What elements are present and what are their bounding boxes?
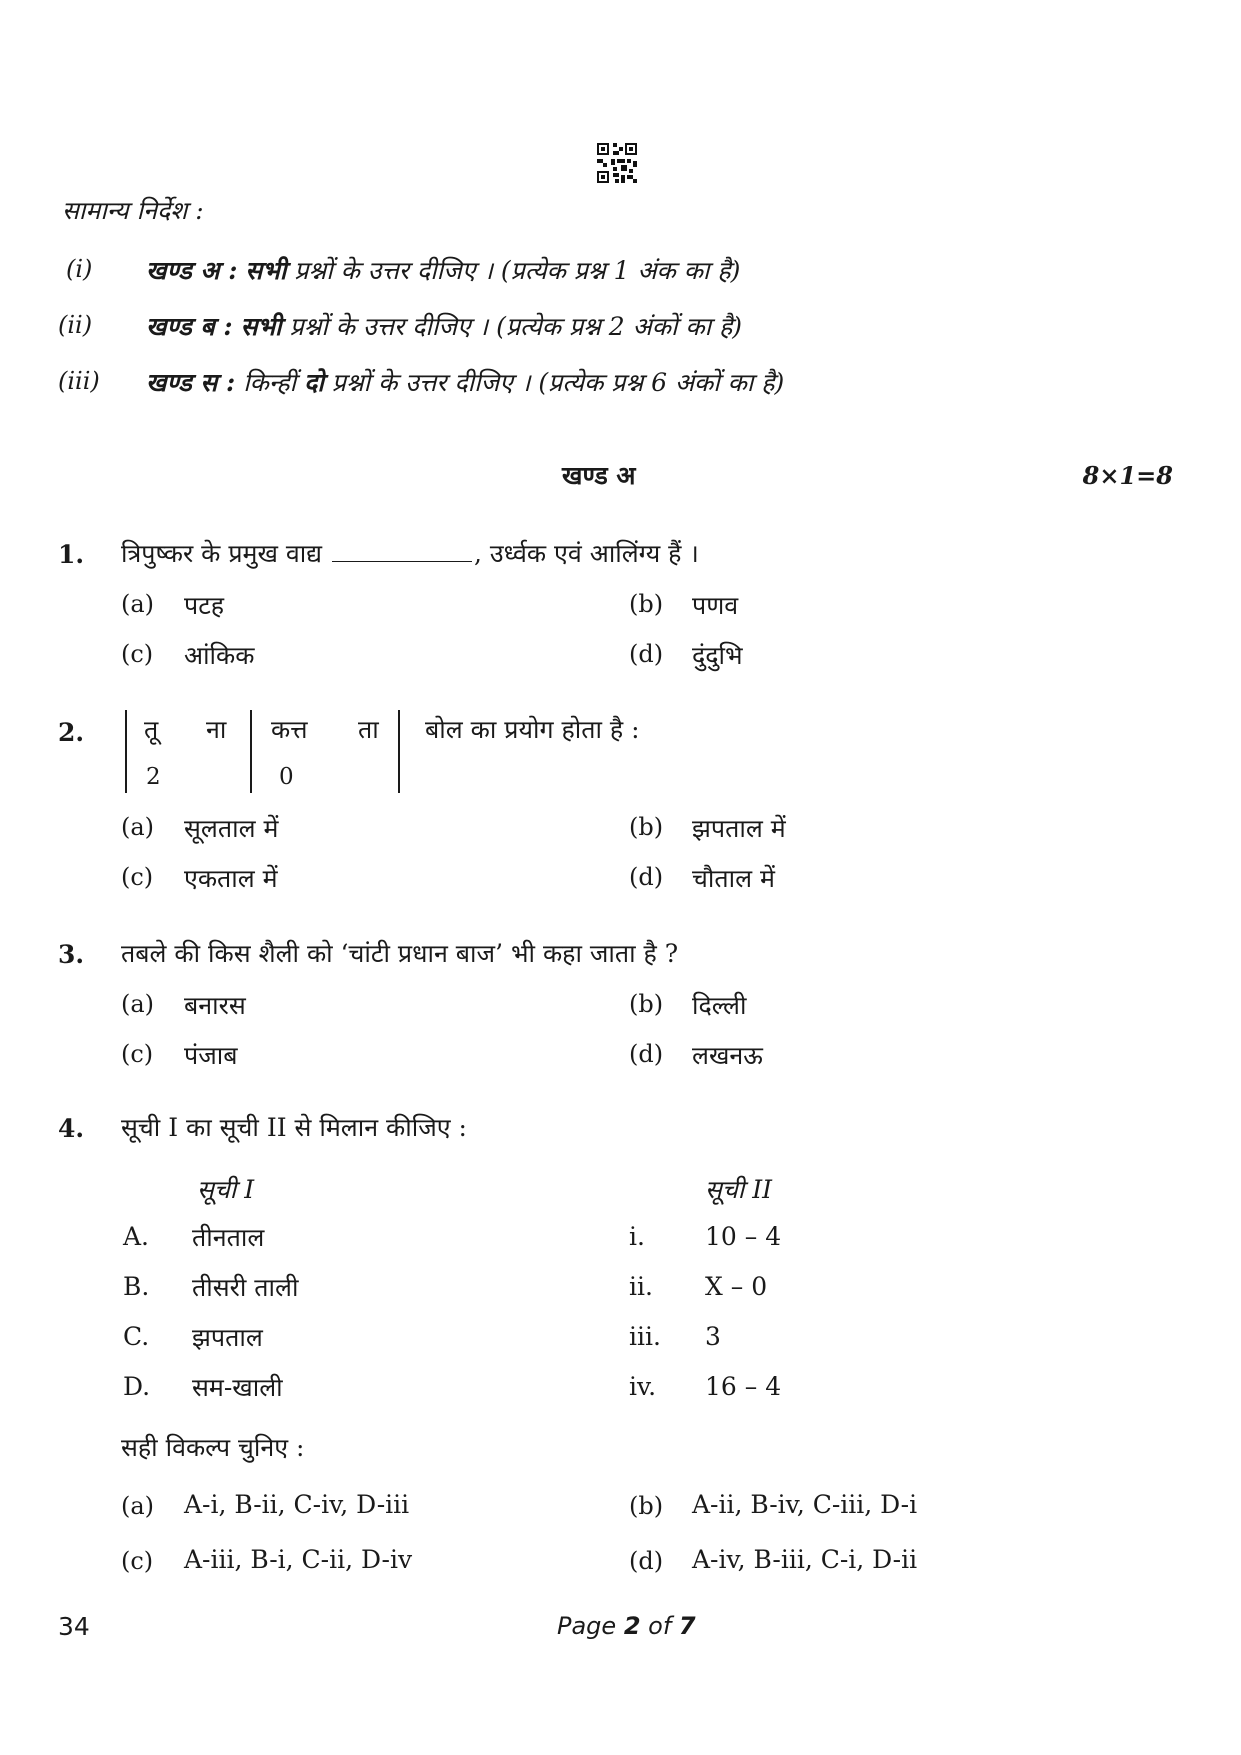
list-2-item: 16 – 4 xyxy=(705,1372,782,1401)
choose-instruction: सही विकल्प चुनिए : xyxy=(121,1433,305,1462)
tala-mark: 2 xyxy=(146,764,161,790)
option-text: आंकिक xyxy=(184,641,255,670)
option-letter: (b) xyxy=(629,990,664,1018)
list-2-title: सूची II xyxy=(705,1175,772,1204)
list-2-label: i. xyxy=(629,1222,645,1251)
question-text: बोल का प्रयोग होता है : xyxy=(425,715,640,744)
option-letter: (c) xyxy=(121,1040,154,1068)
question-number: 2. xyxy=(58,718,85,747)
option-text: दुंदुभि xyxy=(692,641,743,670)
option-text: झपताल में xyxy=(692,814,786,843)
qr-code-icon xyxy=(597,143,637,183)
list-1-label: D. xyxy=(123,1372,151,1401)
list-1-label: A. xyxy=(123,1222,150,1251)
option-letter: (c) xyxy=(121,863,154,891)
instruction-section-label: खण्ड अ : xyxy=(146,256,238,285)
list-1-item: झपताल xyxy=(192,1323,263,1352)
option-letter: (b) xyxy=(629,813,664,841)
option-letter: (b) xyxy=(629,1492,664,1520)
question-text-after: , उर्ध्वक एवं आलिंग्य हैं । xyxy=(473,539,699,568)
paper-code: 34 xyxy=(58,1612,90,1641)
option-text: पणव xyxy=(692,591,739,620)
question-number: 1. xyxy=(58,540,85,569)
instruction-emphasis: सभी xyxy=(245,256,287,285)
list-2-item: 3 xyxy=(705,1322,721,1351)
list-2-label: iv. xyxy=(629,1372,657,1401)
list-2-item: X – 0 xyxy=(705,1272,768,1301)
page-total: 7 xyxy=(678,1612,696,1640)
list-2-item: 10 – 4 xyxy=(705,1222,782,1251)
option-letter: (a) xyxy=(121,813,155,841)
option-text: दिल्ली xyxy=(692,991,747,1020)
instruction-emphasis: दो xyxy=(304,368,324,397)
option-text: A-iii, B-i, C-ii, D-iv xyxy=(184,1545,413,1574)
option-letter: (d) xyxy=(629,1547,664,1575)
instruction-number: (i) xyxy=(66,255,93,283)
instruction-section-label: खण्ड ब : xyxy=(146,312,233,341)
option-text: A-ii, B-iv, C-iii, D-i xyxy=(692,1490,918,1519)
option-text: A-i, B-ii, C-iv, D-iii xyxy=(184,1490,410,1519)
option-letter: (a) xyxy=(121,1492,155,1520)
question-text: तबले की किस शैली को ‘चांटी प्रधान बाज’ भी कहा जाता है ? xyxy=(121,939,679,968)
list-1-item: तीनताल xyxy=(192,1223,265,1252)
list-1-title: सूची I xyxy=(197,1175,255,1204)
instruction-pre: किन्हीं xyxy=(243,368,297,397)
instruction-text: प्रश्नों के उत्तर दीजिए । (प्रत्येक प्रश्न 6 अंकों का है) xyxy=(331,368,785,397)
bol-divider xyxy=(250,710,252,793)
option-letter: (d) xyxy=(629,863,664,891)
page-number xyxy=(557,1612,696,1640)
bol-divider xyxy=(398,710,400,793)
option-letter: (c) xyxy=(121,640,154,668)
instruction-text: प्रश्नों के उत्तर दीजिए । (प्रत्येक प्रश्न 2 अंकों का है) xyxy=(289,312,743,341)
instruction-emphasis: सभी xyxy=(240,312,282,341)
answer-blank xyxy=(332,539,472,562)
question-text: सूची I का सूची II से मिलान कीजिए : xyxy=(121,1113,467,1142)
option-text: A-iv, B-iii, C-i, D-ii xyxy=(692,1545,918,1574)
bol-syllable: ना xyxy=(206,715,227,744)
instruction-text: प्रश्नों के उत्तर दीजिए । (प्रत्येक प्रश्न 1 अंक का है) xyxy=(294,256,741,285)
instructions-heading: सामान्य निर्देश : xyxy=(62,196,204,225)
instruction-line xyxy=(146,365,784,399)
option-text: पंजाब xyxy=(184,1041,238,1070)
option-text: लखनऊ xyxy=(692,1041,763,1070)
list-1-item: सम-खाली xyxy=(192,1373,283,1402)
tala-mark: 0 xyxy=(279,764,294,790)
page-current: 2 xyxy=(623,1612,641,1640)
page-of: of xyxy=(640,1612,679,1640)
question-text-before: त्रिपुष्कर के प्रमुख वाद्य xyxy=(121,539,323,568)
list-1-label: B. xyxy=(123,1272,150,1301)
option-letter: (d) xyxy=(629,1040,664,1068)
bol-divider xyxy=(125,710,127,793)
option-text: चौताल में xyxy=(692,864,775,893)
list-2-label: iii. xyxy=(629,1322,661,1351)
list-2-label: ii. xyxy=(629,1272,653,1301)
page-prefix: Page xyxy=(557,1612,624,1640)
instruction-number: (iii) xyxy=(58,367,100,395)
section-marks: 8×1=8 xyxy=(1082,461,1173,490)
bol-syllable: ता xyxy=(358,715,379,744)
instruction-section-label: खण्ड स : xyxy=(146,368,236,397)
option-letter: (a) xyxy=(121,990,155,1018)
option-letter: (a) xyxy=(121,590,155,618)
option-text: पटह xyxy=(184,591,225,620)
question-number: 4. xyxy=(58,1114,85,1143)
instruction-number: (ii) xyxy=(58,311,93,339)
option-letter: (d) xyxy=(629,640,664,668)
option-letter: (b) xyxy=(629,590,664,618)
list-1-item: तीसरी ताली xyxy=(192,1273,299,1302)
bol-syllable: कत्त xyxy=(271,715,308,744)
option-text: बनारस xyxy=(184,991,246,1020)
section-title: खण्ड अ xyxy=(562,461,636,490)
option-text: एकताल में xyxy=(184,864,278,893)
bol-syllable: तू xyxy=(144,715,159,744)
question-text xyxy=(121,536,699,570)
option-text: सूलताल में xyxy=(184,814,279,843)
option-letter: (c) xyxy=(121,1547,154,1575)
list-1-label: C. xyxy=(123,1322,150,1351)
instruction-line xyxy=(146,309,742,343)
instruction-line xyxy=(146,253,740,287)
question-number: 3. xyxy=(58,940,85,969)
